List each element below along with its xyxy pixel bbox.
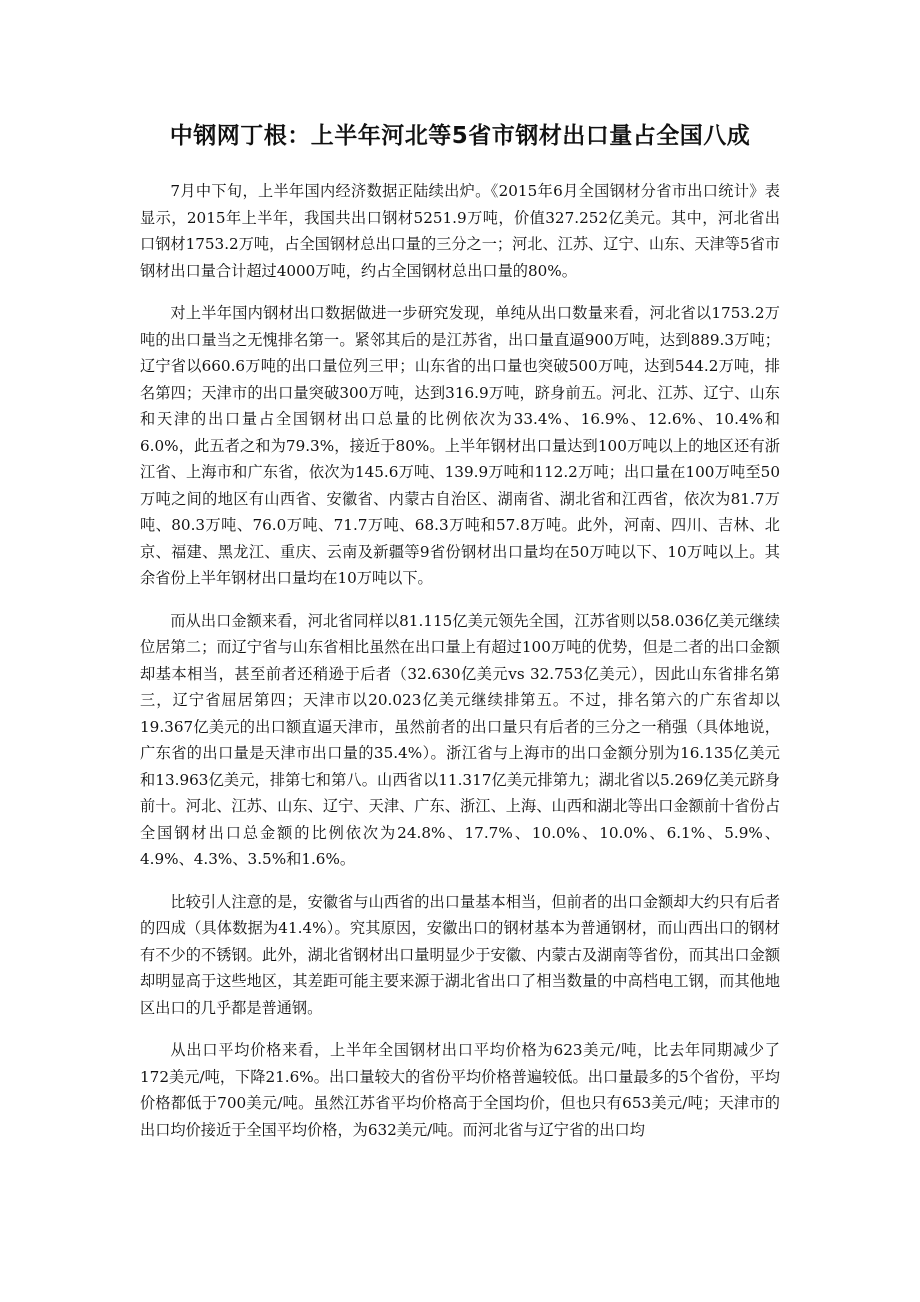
paragraph-1: 7月中下旬，上半年国内经济数据正陆续出炉。《2015年6月全国钢材分省市出口统计》表显示，2015年上半年，我国共出口钢材5251.9万吨，价值327.252亿美元。其中，河北省出口钢材1753.2万吨，占全国钢材总出口量的三分之一；河北、江苏、辽宁、山东、天津等5省市钢材出口量合计超过4000万吨，约占全国钢材总出口量的80%。 bbox=[140, 182, 780, 280]
paragraph-3: 而从出口金额来看，河北省同样以81.115亿美元领先全国，江苏省则以58.036亿美元继续位居第二；而辽宁省与山东省相比虽然在出口量上有超过100万吨的优势，但是二者的出口金额却基本相当，甚至前者还稍逊于后者（32.630亿美元vs 32.753亿美元），因此山东省排名第三，辽宁省屈居第四；天津市以20.023亿美元继续排第五。不过，排名第六的广东省却以19.367亿美元的出口额直逼天津市，虽然前者的出口量只有后者的三分之一稍强（具体地说，广东省的出口量是天津市出口量的35.4%）。浙江省与上海市的出口金额分别为16.135亿美元和13.963亿美元，排第七和第八。山西省以11.317亿美元排第九；湖北省以5.269亿美元跻身前十。河北、江苏、山东、辽宁、天津、广东、浙江、上海、山西和湖北等出口金额前十省份占全国钢材出口总金额的比例依次为24.8%、17.7%、10.0%、10.0%、6.1%、5.9%、4.9%、4.3%、3.5%和1.6%。 bbox=[140, 611, 780, 868]
document-title: 中钢网丁根：上半年河北等5省市钢材出口量占全国八成 bbox=[169, 123, 751, 149]
document-body bbox=[140, 178, 780, 1159]
paragraph-4: 比较引人注意的是，安徽省与山西省的出口量基本相当，但前者的出口金额却大约只有后者的四成（具体数据为41.4%）。究其原因，安徽出口的钢材基本为普通钢材，而山西出口的钢材有不少的不锈钢。此外，湖北省钢材出口量明显少于安徽、内蒙古及湖南等省份，而其出口金额却明显高于这些地区，其差距可能主要来源于湖北省出口了相当数量的中高档电工钢，而其他地区出口的几乎都是普通钢。 bbox=[140, 892, 780, 1017]
paragraph-5: 从出口平均价格来看，上半年全国钢材出口平均价格为623美元/吨，比去年同期减少了172美元/吨，下降21.6%。出口量较大的省份平均价格普遍较低。出口量最多的5个省份，平均价格都低于700美元/吨。虽然江苏省平均价格高于全国均价，但也只有653美元/吨；天津市的出口均价接近于全国平均价格，为632美元/吨。而河北省与辽宁省的出口均 bbox=[140, 1041, 780, 1139]
paragraph-2: 对上半年国内钢材出口数据做进一步研究发现，单纯从出口数量来看，河北省以1753.2万吨的出口量当之无愧排名第一。紧邻其后的是江苏省，出口量直逼900万吨，达到889.3万吨；辽宁省以660.6万吨的出口量位列三甲；山东省的出口量也突破500万吨，达到544.2万吨，排名第四；天津市的出口量突破300万吨，达到316.9万吨，跻身前五。河北、江苏、辽宁、山东和天津的出口量占全国钢材出口总量的比例依次为33.4%、16.9%、12.6%、10.4%和6.0%，此五者之和为79.3%，接近于80%。上半年钢材出口量达到100万吨以上的地区还有浙江省、上海市和广东省，依次为145.6万吨、139.9万吨和112.2万吨；出口量在100万吨至50万吨之间的地区有山西省、安徽省、内蒙古自治区、湖南省、湖北省和江西省，依次为81.7万吨、80.3万吨、76.0万吨、71.7万吨、68.3万吨和57.8万吨。此外，河南、四川、吉林、北京、福建、黑龙江、重庆、云南及新疆等9省份钢材出口量均在50万吨以下、10万吨以上。其余省份上半年钢材出口量均在10万吨以下。 bbox=[140, 304, 780, 587]
